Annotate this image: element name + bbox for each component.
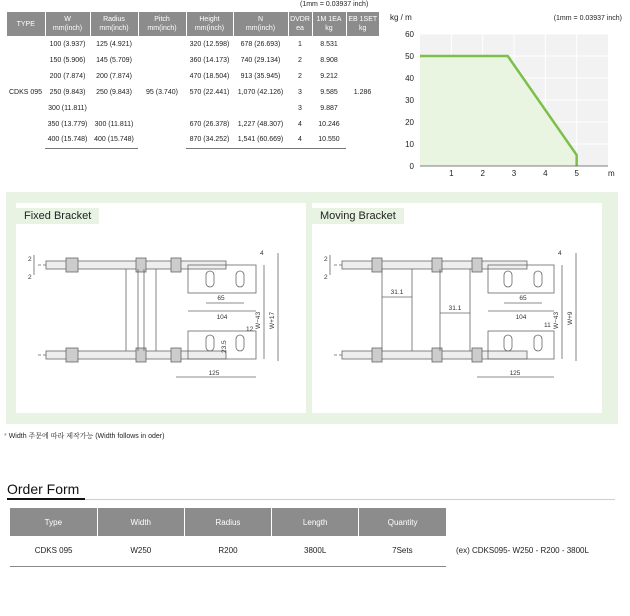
dim-w-minus-43: W−43 [255, 311, 262, 329]
moving-bracket-drawing [312, 203, 602, 413]
dim-31-1-left: 31.1 [390, 289, 404, 296]
dim-2-top: 2 [324, 256, 328, 263]
dvdr-cell: 3 [298, 88, 302, 96]
n-cell: 1,541 (60.669) [233, 132, 288, 148]
spec-header-eb: EB 1SET kg [346, 12, 379, 36]
dim-65: 65 [217, 295, 225, 302]
order-width-value: W250 [97, 536, 184, 566]
weight-length-chart [386, 6, 626, 186]
order-header-width: Width [97, 508, 184, 536]
x-tick-label: 4 [543, 169, 548, 178]
order-header-quantity: Quantity [359, 508, 446, 536]
dvdr-cell: 2 [298, 72, 302, 80]
radius-cell: 300 (11.811) [94, 120, 134, 128]
eb-cell: 1.286 [353, 88, 372, 96]
x-tick-label: 5 [574, 169, 579, 178]
kg-cell: 9.212 [320, 72, 338, 80]
footnote-star: * [4, 433, 7, 440]
table-row [7, 84, 379, 100]
spec-header-dvdr: DVDR ea [288, 12, 312, 36]
radius-cell: 145 (5.709) [96, 56, 132, 64]
spec-header-height: Height mm(inch) [186, 12, 233, 36]
table-row [7, 68, 379, 84]
y-tick-label: 10 [405, 140, 414, 149]
dim-2-bottom: 2 [324, 274, 328, 281]
x-tick-label: 2 [480, 169, 485, 178]
spec-header-type: TYPE [7, 12, 45, 36]
order-radius-value: R200 [184, 536, 271, 566]
w-cell: 400 (15.748) [45, 132, 90, 148]
order-quantity-value: 7Sets [359, 536, 446, 566]
dim-2-top: 2 [28, 256, 32, 263]
dim-12: 12 [246, 326, 254, 333]
dvdr-cell: 4 [288, 132, 312, 148]
dim-104: 104 [216, 314, 228, 321]
dim-4: 4 [558, 250, 562, 257]
dim-125: 125 [208, 370, 220, 377]
order-header-radius: Radius [184, 508, 271, 536]
w-cell: 200 (7.874) [49, 72, 86, 80]
order-header-row [10, 508, 446, 536]
order-form-table [10, 508, 446, 567]
fixed-bracket-drawing [16, 203, 306, 413]
kg-cell: 8.908 [320, 56, 338, 64]
y-axis-label: kg / m [390, 13, 412, 22]
table-row [7, 132, 379, 148]
n-cell: 678 (26.693) [240, 40, 281, 48]
spec-header-radius: Radius mm(inch) [90, 12, 138, 36]
dim-w-plus-9: W+9 [567, 311, 574, 325]
type-cell: CDKS 095 [9, 88, 43, 96]
height-cell: 320 (12.598) [189, 40, 230, 48]
radius-cell: 250 (9.843) [96, 88, 132, 96]
y-tick-label: 60 [405, 30, 414, 39]
table-row [7, 116, 379, 132]
n-cell [233, 100, 288, 116]
w-cell: 300 (11.811) [48, 104, 87, 112]
footnote-text: Width 주문에 따라 제작가능 (Width follows in oder) [8, 433, 165, 440]
dim-65: 65 [519, 295, 527, 302]
title-underline [7, 498, 85, 500]
w-cell: 100 (3.937) [49, 40, 86, 48]
height-cell: 360 (14.173) [189, 56, 230, 64]
kg-cell: 8.531 [320, 40, 338, 48]
dim-w-minus-43: W−43 [553, 311, 560, 329]
kg-cell: 10.246 [318, 120, 340, 128]
dvdr-cell: 3 [298, 104, 302, 112]
height-cell: 670 (26.378) [189, 120, 230, 128]
radius-cell: 125 (4.921) [96, 40, 132, 48]
y-tick-label: 40 [405, 74, 414, 83]
n-cell: 740 (29.134) [240, 56, 281, 64]
moving-bracket-panel [312, 203, 602, 413]
w-cell: 350 (13.779) [47, 120, 88, 128]
unit-note: (1mm = 0.03937 inch) [300, 1, 369, 8]
order-length-value: 3800L [272, 536, 359, 566]
n-cell: 913 (35.945) [240, 72, 281, 80]
table-row [7, 36, 379, 52]
dim-2-bottom: 2 [28, 274, 32, 281]
height-cell: 570 (22.441) [189, 88, 230, 96]
dim-31-1-right: 31.1 [448, 305, 462, 312]
order-type-value: CDKS 095 [10, 536, 97, 566]
kg-cell: 10.550 [312, 132, 346, 148]
w-cell: 150 (5.906) [49, 56, 86, 64]
dim-11: 11 [544, 322, 551, 329]
order-example: (ex) CDKS095- W250 - R200 - 3800L [456, 546, 589, 555]
dim-4: 4 [260, 250, 264, 257]
w-cell: 250 (9.843) [49, 88, 86, 96]
section-divider [85, 499, 615, 500]
dim-23-5: 23.5 [221, 340, 228, 353]
height-cell [186, 100, 233, 116]
width-footnote [4, 431, 164, 441]
radius-cell [90, 100, 138, 116]
height-cell: 870 (34.252) [186, 132, 233, 148]
spec-table [7, 12, 379, 149]
spec-header-pitch: Pitch mm(inch) [138, 12, 186, 36]
x-tick-label: 3 [511, 169, 517, 178]
dvdr-cell: 4 [298, 120, 302, 128]
spec-header-n: N mm(inch) [233, 12, 288, 36]
y-tick-label: 30 [405, 96, 414, 105]
table-row [7, 52, 379, 68]
dim-125: 125 [509, 370, 521, 377]
dim-w-plus-17: W+17 [269, 311, 276, 329]
x-axis-label: m [608, 169, 615, 178]
kg-cell: 9.585 [320, 88, 338, 96]
kg-cell: 9.887 [320, 104, 338, 112]
y-tick-label: 20 [405, 118, 414, 127]
n-cell: 1,070 (42.126) [237, 88, 284, 96]
dvdr-cell: 2 [298, 56, 302, 64]
spec-header-w: W mm(inch) [45, 12, 90, 36]
y-tick-label: 0 [409, 162, 414, 171]
order-value-row [10, 536, 446, 566]
pitch-cell: 95 (3.740) [146, 88, 178, 96]
order-form-title: Order Form [7, 481, 80, 497]
order-header-type: Type [10, 508, 97, 536]
radius-cell: 400 (15.748) [90, 132, 138, 148]
chart-unit-note: (1mm = 0.03937 inch) [553, 15, 622, 22]
fixed-bracket-panel [16, 203, 306, 413]
spec-header-row [7, 12, 379, 36]
fixed-bracket-title: Fixed Bracket [16, 208, 99, 224]
moving-bracket-title: Moving Bracket [312, 208, 404, 224]
radius-cell: 200 (7.874) [96, 72, 132, 80]
spec-header-kg: 1M 1EA kg [312, 12, 346, 36]
n-cell: 1,227 (48.307) [237, 120, 284, 128]
x-tick-label: 1 [449, 169, 454, 178]
table-row [7, 100, 379, 116]
order-header-length: Length [272, 508, 359, 536]
y-tick-label: 50 [405, 52, 414, 61]
height-cell: 470 (18.504) [189, 72, 230, 80]
dim-104: 104 [515, 314, 527, 321]
dvdr-cell: 1 [298, 40, 302, 48]
